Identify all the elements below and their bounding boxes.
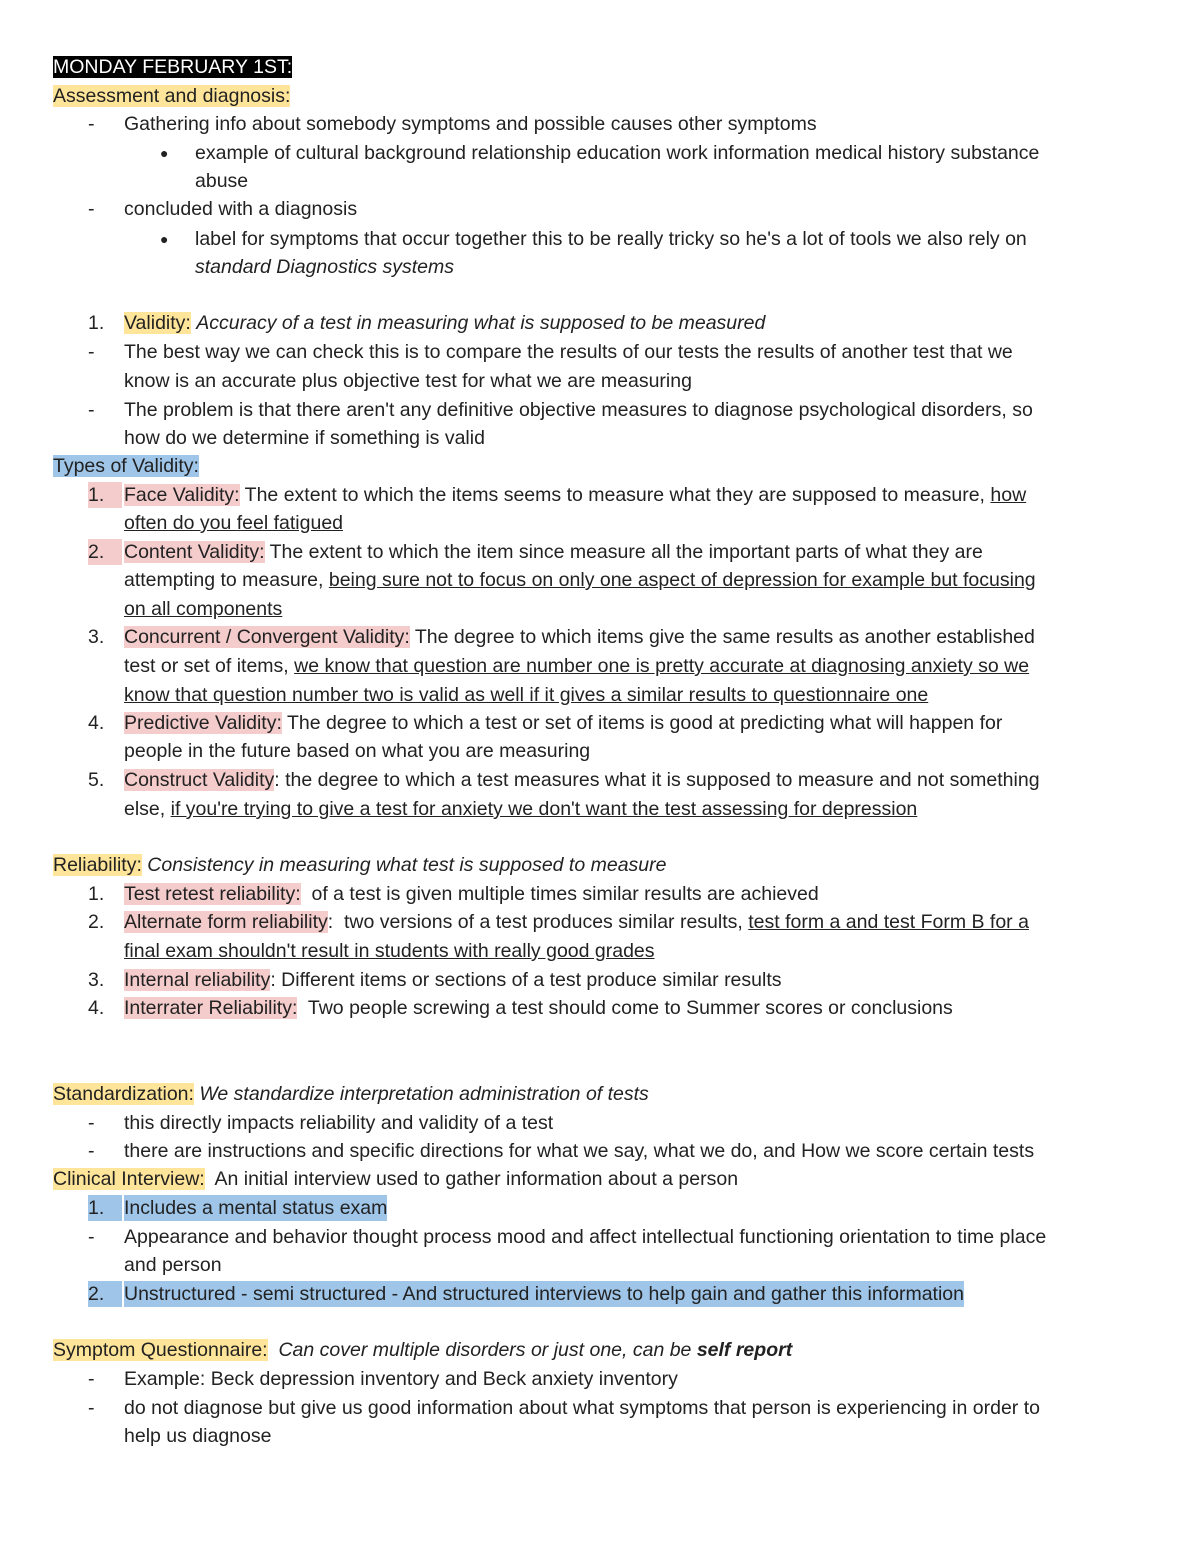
assessment-heading: Assessment and diagnosis: [53, 85, 291, 107]
list-item-continued: know is an accurate plus objective test for what we are measuring [124, 370, 692, 392]
list-item-continued: standard Diagnostics systems [195, 256, 455, 278]
list-item-continued: people in the future based on what you are measuring [124, 740, 591, 762]
date-heading: MONDAY FEBRUARY 1ST: [53, 56, 293, 78]
list-item-continued: help us diagnose [124, 1425, 272, 1447]
standardization-heading: Standardization: We standardize interpretation administration of tests [53, 1083, 649, 1105]
symptom-heading: Symptom Questionnaire: Can cover multiple disorders or just one, can be self report [53, 1339, 793, 1361]
bullet-icon: ● [160, 231, 169, 247]
types-heading: Types of Validity: [53, 455, 199, 477]
example-text: often do you feel fatigued [124, 512, 344, 534]
bullet-icon: ● [160, 145, 169, 161]
reliability-heading: Reliability: Consistency in measuring what test is supposed to measure [53, 854, 667, 876]
list-item-continued: how do we determine if something is valid [124, 427, 485, 449]
list-item-continued: attempting to measure, being sure not to focus on only one aspect of depression for example but focusing [124, 569, 1036, 591]
example-text: final exam shouldn't result in students with really good grades [124, 940, 655, 962]
example-text: know that question number two is valid as well if it gives a similar results to questionnaire one [124, 684, 929, 706]
example-text: on all components [124, 598, 283, 620]
list-item-continued: else, if you're trying to give a test for anxiety we don't want the test assessing for depression [124, 798, 918, 820]
document-page: MONDAY FEBRUARY 1ST: Assessment and diagnosis: - Gathering info about somebody symptoms and possible causes other symptoms ● example of cultural background relationship education work information medical history substance abuse - concluded with a diagnosis ● label for symptoms that occur together this to be really tricky so he's a lot of tools we also rely on standard Diagnostics systems 1. Validity: Accuracy of a test in measuring what is supposed to be measured - The best way we can check this is to compare the results of our tests the results of another test that we know is an accurate plus objective test for what we are measuring - The problem is that there aren't any definitive objective measures to diagnose psychological disorders, so how do we determine if something is valid Types of Validity: 1. Face Validity: The extent to which the items seems to measure what they are supposed to measure, how often do you feel fatigued 2. Content Validity: The extent to which the item since measure all the important parts of what they are attempting to measure, being sure not to focus on only one aspect of depression for example but focusing on all components 3. Concurrent / Convergent Validity: The degree to which items give the same results as another established test or set of items, we know that question are number one is pretty accurate at diagnosing anxiety so we know that question number two is valid as well if it gives a similar results to questionnaire one 4. Predictive Validity: The degree to which a test or set of items is good at predicting what will happen for people in the future based on what you are measuring 5. Construct Validity: the degree to which a test measures what it is supposed to measure and not something else, if you're trying to give a test for anxiety we don't want the test assessing for depression Reliability: Consistency in measuring what test is supposed to measure 1. Test retest reliability: of a test is given multiple times similar results are achieved 2. Alternate form reliability: two versions of a test produces similar results, test form a and test Form B for a final exam shouldn't result in students with really good grades 3. Internal reliability: Different items or sections of a test produce similar results 4. Interrater Reliability: Two people screwing a test should come to Summer scores or conclusions Standardization: We standardize interpretation administration of tests - this directly impacts reliability and validity of a test - there are instructions and specific directions for what we say, what we do, and How we score certain tests Clinical Interview: An initial interview used to gather information about a person 1. Includes a mental status exam - Appearance and behavior thought process mood and affect intellectual functioning orientation to time place and person 2. Unstructured - semi structured - And structured interviews to help gain and gather this information Symptom Questionnaire: Can cover multiple disorders or just one, can be self report - Example: Beck depression inventory and Beck anxiety inventory - do not diagnose but give us good information about what symptoms that person is experiencing in order to help us diagnose [53, 56, 1047, 1447]
list-item-continued: and person [124, 1254, 222, 1276]
clinical-heading: Clinical Interview: An initial interview used to gather information about a person [53, 1168, 739, 1190]
list-item-continued: abuse [195, 170, 249, 192]
list-item-continued: test or set of items, we know that question are number one is pretty accurate at diagnosing anxiety so we [124, 655, 1030, 677]
